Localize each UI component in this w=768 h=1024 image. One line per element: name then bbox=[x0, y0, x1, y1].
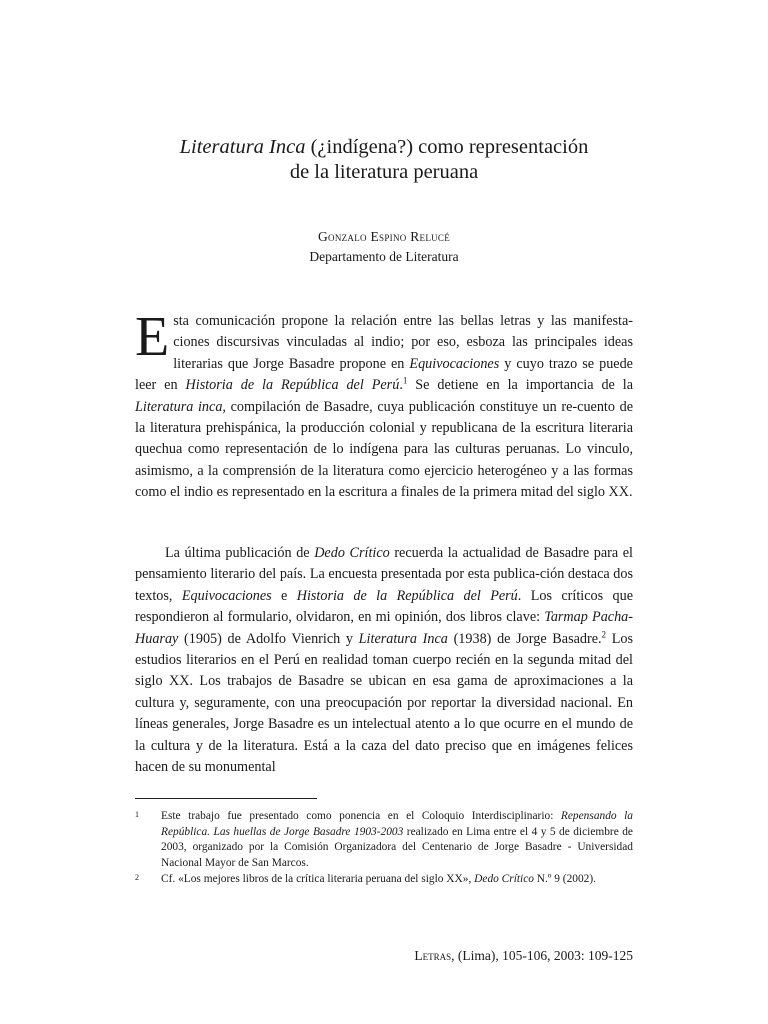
footnote-number: 2 bbox=[135, 873, 139, 882]
fn1-text-2: realizado en Lima entre el 4 y 5 de diciembre de 2003, organizado por la Comisión Organizadora del Centenario de Jorge Basadre - Universidad Nacional Mayor de San Marcos. bbox=[161, 825, 633, 869]
p1-text-1: sta comunicación propone la relación entre las bellas letras y las manifesta-ciones discursivas vinculadas al indio; por eso, esboza las principales ideas literarias que Jorge Basadre propone en bbox=[173, 313, 633, 372]
p1-italic-2: Historia de la República del Perú bbox=[185, 377, 400, 394]
citation-info: , (Lima), 105-106, 2003: 109-125 bbox=[451, 948, 633, 963]
footnote-ref-1[interactable]: 1 bbox=[402, 375, 408, 386]
p2-text-2: recuerda la actualidad de Basadre para el pensamiento literario del país. La encuesta presentada por esta publica-ción destaca dos textos, bbox=[135, 545, 633, 604]
footnote-2 bbox=[135, 872, 633, 888]
p2-italic-4: Tarmap Pacha-Huaray bbox=[135, 609, 634, 647]
p2-text-6: (1938) de Jorge Basadre. bbox=[447, 630, 602, 647]
fn1-italic: Repensando la República. Las huellas de Jorge Basadre 1903-2003 bbox=[161, 810, 633, 838]
p1-italic-1: Equivocaciones bbox=[409, 355, 500, 372]
fn1-text-1: Este trabajo fue presentado como ponencia en el Coloquio Interdisciplinario: bbox=[161, 810, 561, 822]
footnote-ref-2[interactable]: 2 bbox=[601, 628, 607, 639]
p2-italic-3: Historia de la República del Perú bbox=[296, 587, 518, 604]
p2-text-3: e bbox=[271, 587, 297, 604]
page-footer bbox=[414, 947, 633, 965]
p1-italic-3: Literatura inca bbox=[135, 398, 223, 415]
footnote-text bbox=[161, 809, 633, 871]
author-department: Departamento de Literatura bbox=[309, 249, 459, 264]
fn2-text-1: Cf. «Los mejores libros de la crítica literaria peruana del siglo XX», bbox=[161, 873, 475, 885]
drop-cap: E bbox=[135, 306, 170, 368]
footnote-text bbox=[161, 872, 633, 888]
title-line2: de la literatura peruana bbox=[289, 161, 479, 183]
p2-italic-2: Equivocaciones bbox=[181, 587, 272, 604]
author-block bbox=[135, 227, 633, 267]
title-italic: Literatura Inca bbox=[179, 136, 306, 158]
p1-text-5: , compilación de Basadre, cuya publicación constituye un re-cuento de la literatura prehispánica, la producción colonial y republicana de la escritura literaria quechua como representación de lo indígena para las culturas peruanas. Lo vinculo, asimismo, a la comprensión de la literatura como ejercicio heterogéneo y a las formas como el indio es representado en la escritura a finales de la primera mitad del siglo XX. bbox=[135, 398, 634, 501]
article-title bbox=[135, 135, 633, 185]
p2-text-4: . Los críticos que respondieron al formulario, olvidaron, en mi opinión, dos libros clave: bbox=[135, 587, 633, 626]
p1-text-2: y cuyo trazo se puede leer en bbox=[135, 355, 633, 394]
p2-text-1: La última publicación de bbox=[165, 545, 315, 561]
p2-italic-5: Literatura Inca bbox=[358, 630, 448, 647]
p1-text-4: Se detiene en la importancia de la bbox=[407, 377, 634, 394]
footnote-divider bbox=[135, 798, 317, 799]
journal-name: Letras bbox=[414, 948, 452, 963]
p2-italic-1: Dedo Crítico bbox=[314, 545, 390, 561]
author-name: Gonzalo Espino Relucé bbox=[317, 229, 451, 244]
footnote-1 bbox=[135, 809, 633, 871]
title-line1-rest: (¿indígena?) como representación bbox=[305, 136, 589, 158]
paragraph-1 bbox=[135, 306, 634, 504]
p1-text-3: . bbox=[399, 377, 403, 394]
footnote-number: 1 bbox=[135, 810, 139, 819]
p2-text-5: (1905) de Adolfo Vienrich y bbox=[178, 630, 359, 647]
fn2-italic: Dedo Crítico bbox=[474, 873, 534, 885]
paragraph-2 bbox=[135, 543, 633, 778]
p2-text-7: Los estudios literarios en el Perú en realidad toman cuerpo recién en la segunda mitad del siglo XX. Los trabajos de Basadre se ubican en esa gama de aproximaciones a la cultura y, seguramente, con una preocupación por reportar la diversidad nacional. En líneas generales, Jorge Basadre es un intelectual atento a lo que ocurre en el mundo de la cultura y de la literatura. Está a la caza del dato preciso que en imágenes felices hacen de su monumental bbox=[135, 630, 634, 776]
fn2-text-2: N.º 9 (2002). bbox=[533, 873, 597, 885]
